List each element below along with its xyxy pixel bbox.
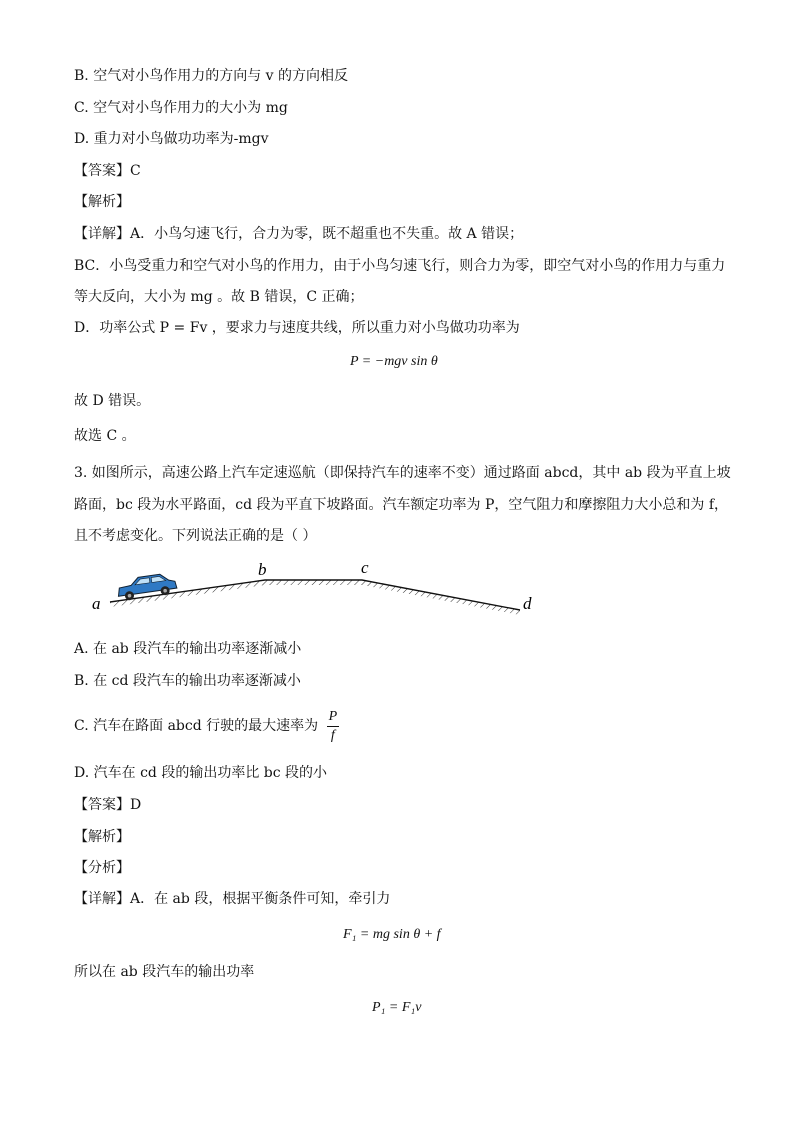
q3-power-text: 所以在 ab 段汽车的输出功率 [74,964,255,980]
label-b: b [258,560,267,579]
q3-detail-a: 【详解】A．在 ab 段，根据平衡条件可知，牵引力 [74,891,391,907]
q3-stem-line2: 路面，bc 段为水平路面，cd 段为平直下坡路面。汽车额定功率为 P，空气阻力和摩擦阻力大小总和为 f， [74,497,729,513]
q3-option-d: D. 汽车在 cd 段的输出功率比 bc 段的小 [74,765,328,781]
road-figure [80,555,550,625]
q2-choice: 故选 C 。 [74,428,136,444]
q2-option-c: C. 空气对小鸟作用力的大小为 mg [74,100,288,116]
q3-analysis-subheading: 【分析】 [74,860,130,876]
q2-option-d: D. 重力对小鸟做功功率为-mgv [74,131,269,147]
q3-option-c-text: C. 汽车在路面 abcd 行驶的最大速率为 [74,718,319,734]
q2-power-formula: P = −mgv sin θ [350,354,438,369]
q3-power-formula: P₁ = F₁v [372,1000,422,1015]
q3-traction-formula: F₁ = mg sin θ + f [343,927,441,942]
q3-answer: 【答案】D [74,797,142,813]
q2-detail-bc-line2: 等大反向，大小为 mg 。故 B 错误，C 正确； [74,289,364,305]
q3-option-c [74,706,339,746]
label-c: c [361,558,369,577]
label-a: a [92,594,101,613]
max-speed-fraction: $\frac{P}{f}$ [328,708,338,743]
q2-detail-bc-line1: BC．小鸟受重力和空气对小鸟的作用力，由于小鸟匀速飞行，则合力为零，即空气对小鸟的作用力与重力 [74,258,726,274]
q2-analysis-heading: 【解析】 [74,194,130,210]
q2-detail-d: D．功率公式 P = Fv ，要求力与速度共线，所以重力对小鸟做功功率为 [74,320,520,336]
q2-conclusion-d: 故 D 错误。 [74,393,151,409]
q3-option-b: B. 在 cd 段汽车的输出功率逐渐减小 [74,673,301,689]
q3-option-a: A. 在 ab 段汽车的输出功率逐渐减小 [74,641,302,657]
q2-answer: 【答案】C [74,163,141,179]
q2-detail-a: 【详解】A．小鸟匀速飞行，合力为零，既不超重也不失重。故 A 错误； [74,226,524,242]
q3-stem-line3: 且不考虑变化。下列说法正确的是（ ） [74,528,317,544]
q3-analysis-heading: 【解析】 [74,829,130,845]
q3-stem-line1: 3. 如图所示，高速公路上汽车定速巡航（即保持汽车的速率不变）通过路面 abcd，其中 ab 段为平直上坡 [74,465,731,481]
q2-option-b: B. 空气对小鸟作用力的方向与 v 的方向相反 [74,68,348,84]
label-d: d [523,594,532,613]
